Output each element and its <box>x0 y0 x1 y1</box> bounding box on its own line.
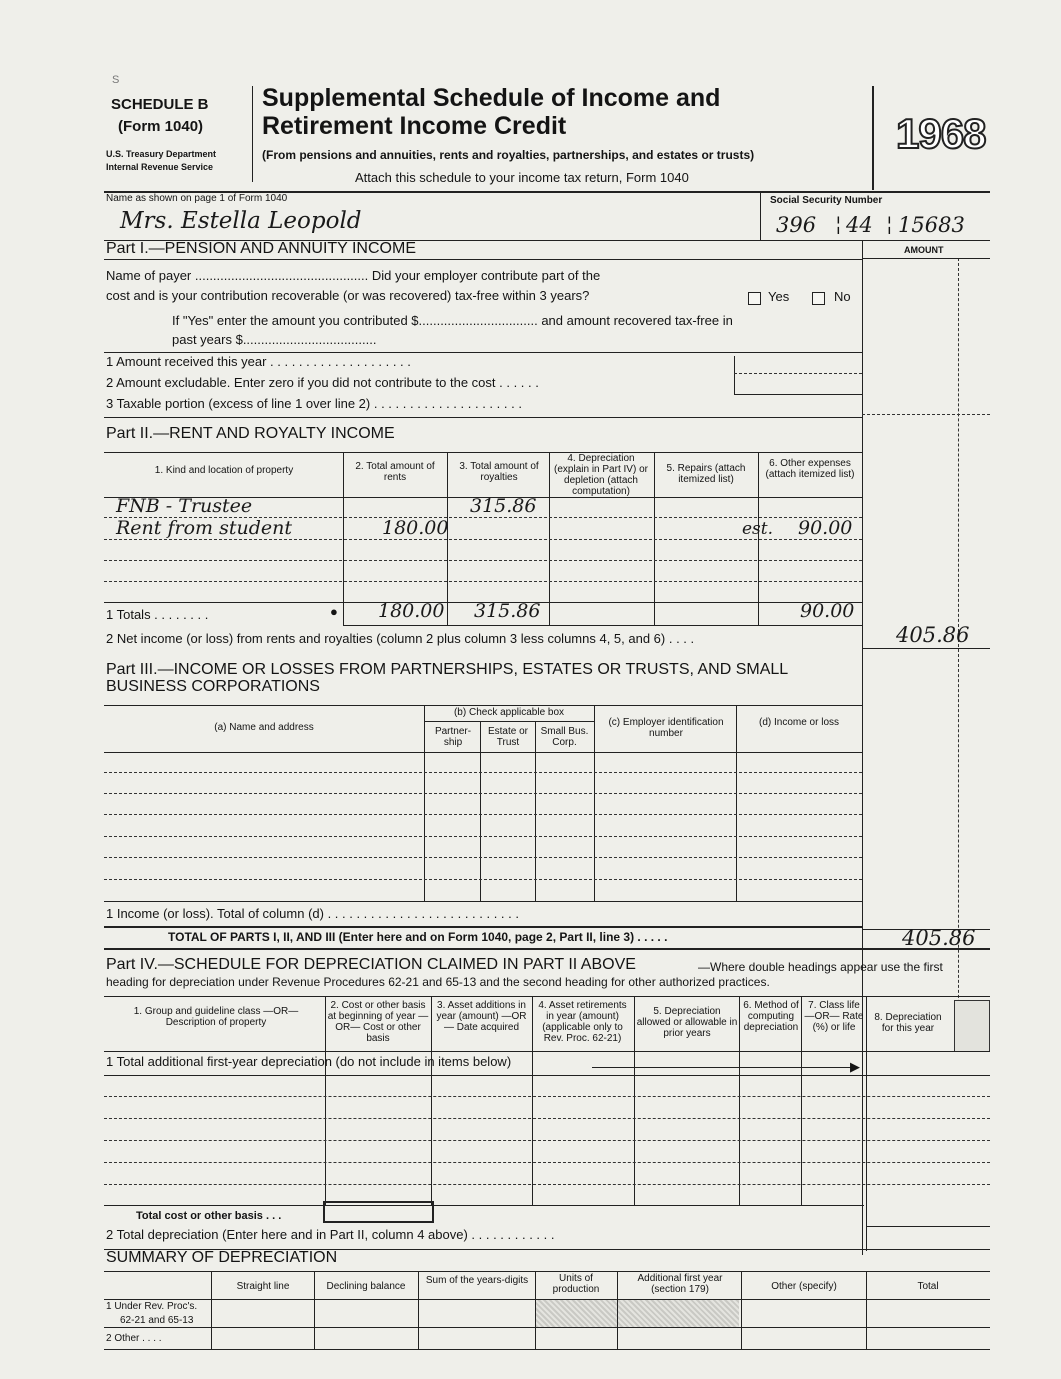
part4-line1: 1 Total additional first-year depreciation (do not include in items below) <box>106 1054 512 1069</box>
totals-royalties: 315.86 <box>474 600 541 622</box>
net-income-amount: 405.86 <box>896 623 970 647</box>
col-income-loss: (d) Income or loss <box>758 717 840 728</box>
total-cost-box[interactable] <box>323 1201 434 1223</box>
col-depreciation-this-year: 8. Depreciation for this year <box>874 1012 942 1034</box>
col-kind-location: 1. Kind and location of property <box>154 465 294 476</box>
net-income-line: 2 Net income (or loss) from rents and royalties (column 2 plus column 3 less columns 4, 5, and 6) . . . . <box>106 631 695 646</box>
total-cost-label: Total cost or other basis . . . <box>136 1210 282 1222</box>
col-asset-additions: 3. Asset additions in year (amount) —OR— Date acquired <box>436 1000 527 1033</box>
col-partnership: Partner-ship <box>434 726 472 748</box>
if-yes-line: If "Yes" enter the amount you contributed $................................. and amount recovered tax-free in <box>172 313 733 328</box>
ssn-part1: 396 <box>776 213 817 237</box>
part4-heading: Part IV.—SCHEDULE FOR DEPRECIATION CLAIMED IN PART II ABOVE <box>106 956 636 973</box>
contribution-question: cost and is your contribution recoverable (or was recovered) tax-free within 3 years? <box>106 288 590 303</box>
col-depreciation: 4. Depreciation (explain in Part IV) or depletion (attach computation) <box>554 453 648 497</box>
col-cost-basis: 2. Cost or other basis at beginning of year —OR— Cost or other basis <box>327 1000 429 1044</box>
summary-row1b: 62-21 and 65-13 <box>120 1315 194 1326</box>
totals-label: 1 Totals . . . . . . . . <box>106 607 209 622</box>
tax-year: 1968 <box>896 110 986 157</box>
name-label: Name as shown on page 1 of Form 1040 <box>106 193 288 204</box>
part1-line1: 1 Amount received this year . . . . . . . . . . . . . . . . . . . . <box>106 354 411 369</box>
col-check-box: (b) Check applicable box <box>453 707 565 718</box>
part4-heading-note: —Where double headings appear use the first <box>698 960 943 974</box>
yes-checkbox[interactable] <box>748 292 761 305</box>
part3-line1: 1 Income (or loss). Total of column (d) . . . . . . . . . . . . . . . . . . . . . . . . . . . <box>106 906 519 921</box>
col-estate-trust: Estate or Trust <box>487 726 529 748</box>
part3-heading1: Part III.—INCOME OR LOSSES FROM PARTNERSHIPS, ESTATES OR TRUSTS, AND SMALL <box>106 661 789 678</box>
col-employer-id: (c) Employer identification number <box>608 717 724 739</box>
col-method: 6. Method of computing depreciation <box>743 1000 799 1033</box>
page-marker <box>954 1000 990 1052</box>
taxpayer-name: Mrs. Estella Leopold <box>120 208 362 234</box>
shaded-cells <box>536 1300 739 1327</box>
form-label: (Form 1040) <box>118 118 204 135</box>
no-label: No <box>834 289 851 304</box>
property-row2-kind: Rent from student <box>116 517 292 539</box>
form-title-line1: Supplemental Schedule of Income and <box>262 84 721 112</box>
property-row2-other: 90.00 <box>798 517 853 539</box>
summary-col-total: Total <box>917 1281 939 1292</box>
amount-column-header: AMOUNT <box>904 245 944 255</box>
col-total-rents: 2. Total amount of rents <box>355 461 435 483</box>
part1-line2: 2 Amount excludable. Enter zero if you did not contribute to the cost . . . . . . <box>106 375 539 390</box>
part4-line2: 2 Total depreciation (Enter here and in Part II, column 4 above) . . . . . . . . . . . . <box>106 1227 555 1242</box>
totals-other: 90.00 <box>800 600 855 622</box>
summary-col-other: Other (specify) <box>771 1281 837 1292</box>
property-row2-rents: 180.00 <box>382 517 449 539</box>
ssn-part3: 15683 <box>898 213 965 237</box>
part2-heading: Part II.—RENT AND ROYALTY INCOME <box>106 425 395 442</box>
col-class-life: 7. Class life —OR— Rate (%) or life <box>804 1000 864 1033</box>
property-row1-royalties: 315.86 <box>470 495 537 517</box>
payer-line: Name of payer ................................................ Did your employer contribute part of the <box>106 268 601 283</box>
property-row1-kind: FNB - Trustee <box>116 495 253 517</box>
ssn-part2: 44 <box>846 213 873 237</box>
treasury-label: U.S. Treasury Department <box>106 149 217 159</box>
ssn-label: Social Security Number <box>770 195 883 206</box>
irs-label: Internal Revenue Service <box>106 162 214 172</box>
col-total-royalties: 3. Total amount of royalties <box>459 461 539 483</box>
summary-row1a: 1 Under Rev. Proc's. <box>106 1301 198 1312</box>
summary-col-sum-years: Sum of the years-digits <box>425 1275 529 1286</box>
form-subtitle: (From pensions and annuities, rents and royalties, partnerships, and estates or trusts) <box>262 148 755 162</box>
schedule-label: SCHEDULE B <box>111 96 209 113</box>
summary-row2: 2 Other . . . . <box>106 1333 162 1344</box>
totals-rents: 180.00 <box>378 600 445 622</box>
summary-col-additional: Additional first year (section 179) <box>637 1273 723 1295</box>
summary-col-declining: Declining balance <box>326 1281 406 1292</box>
col-asset-retirements: 4. Asset retirements in year (amount) (applicable only to Rev. Proc. 62-21) <box>538 1000 627 1044</box>
summary-col-units: Units of production <box>552 1273 600 1295</box>
col-prior-depreciation: 5. Depreciation allowed or allowable in prior years <box>636 1006 738 1039</box>
total-parts-amount: 405.86 <box>902 926 976 950</box>
yes-label: Yes <box>768 289 790 304</box>
summary-heading: SUMMARY OF DEPRECIATION <box>106 1249 338 1266</box>
col-other-expenses: 6. Other expenses (attach itemized list) <box>765 458 855 480</box>
col-name-address: (a) Name and address <box>214 722 314 733</box>
part1-heading: Part I.—PENSION AND ANNUITY INCOME <box>106 240 416 257</box>
form-title-line2: Retirement Income Credit <box>262 112 567 140</box>
past-years-line: past years $..................................... <box>172 332 377 347</box>
stamp-mark: S <box>112 74 120 86</box>
part4-heading-note2: heading for depreciation under Revenue Procedures 62-21 and 65-13 and the second heading for other authorized practices. <box>106 975 770 989</box>
part1-line3: 3 Taxable portion (excess of line 1 over line 2) . . . . . . . . . . . . . . . . . . . . . <box>106 396 522 411</box>
total-parts-label: TOTAL OF PARTS I, II, AND III (Enter here and on Form 1040, page 2, Part II, line 3) . . . . . <box>168 930 668 944</box>
col-group-class: 1. Group and guideline class —OR— Description of property <box>133 1006 299 1028</box>
col-small-bus: Small Bus. Corp. <box>540 726 589 748</box>
summary-col-straight: Straight line <box>236 1281 290 1292</box>
property-row2-est: est. <box>742 519 774 539</box>
col-repairs: 5. Repairs (attach itemized list) <box>666 463 746 485</box>
attach-instruction: Attach this schedule to your income tax return, Form 1040 <box>355 170 689 185</box>
no-checkbox[interactable] <box>812 292 825 305</box>
part3-heading2: BUSINESS CORPORATIONS <box>106 678 320 695</box>
